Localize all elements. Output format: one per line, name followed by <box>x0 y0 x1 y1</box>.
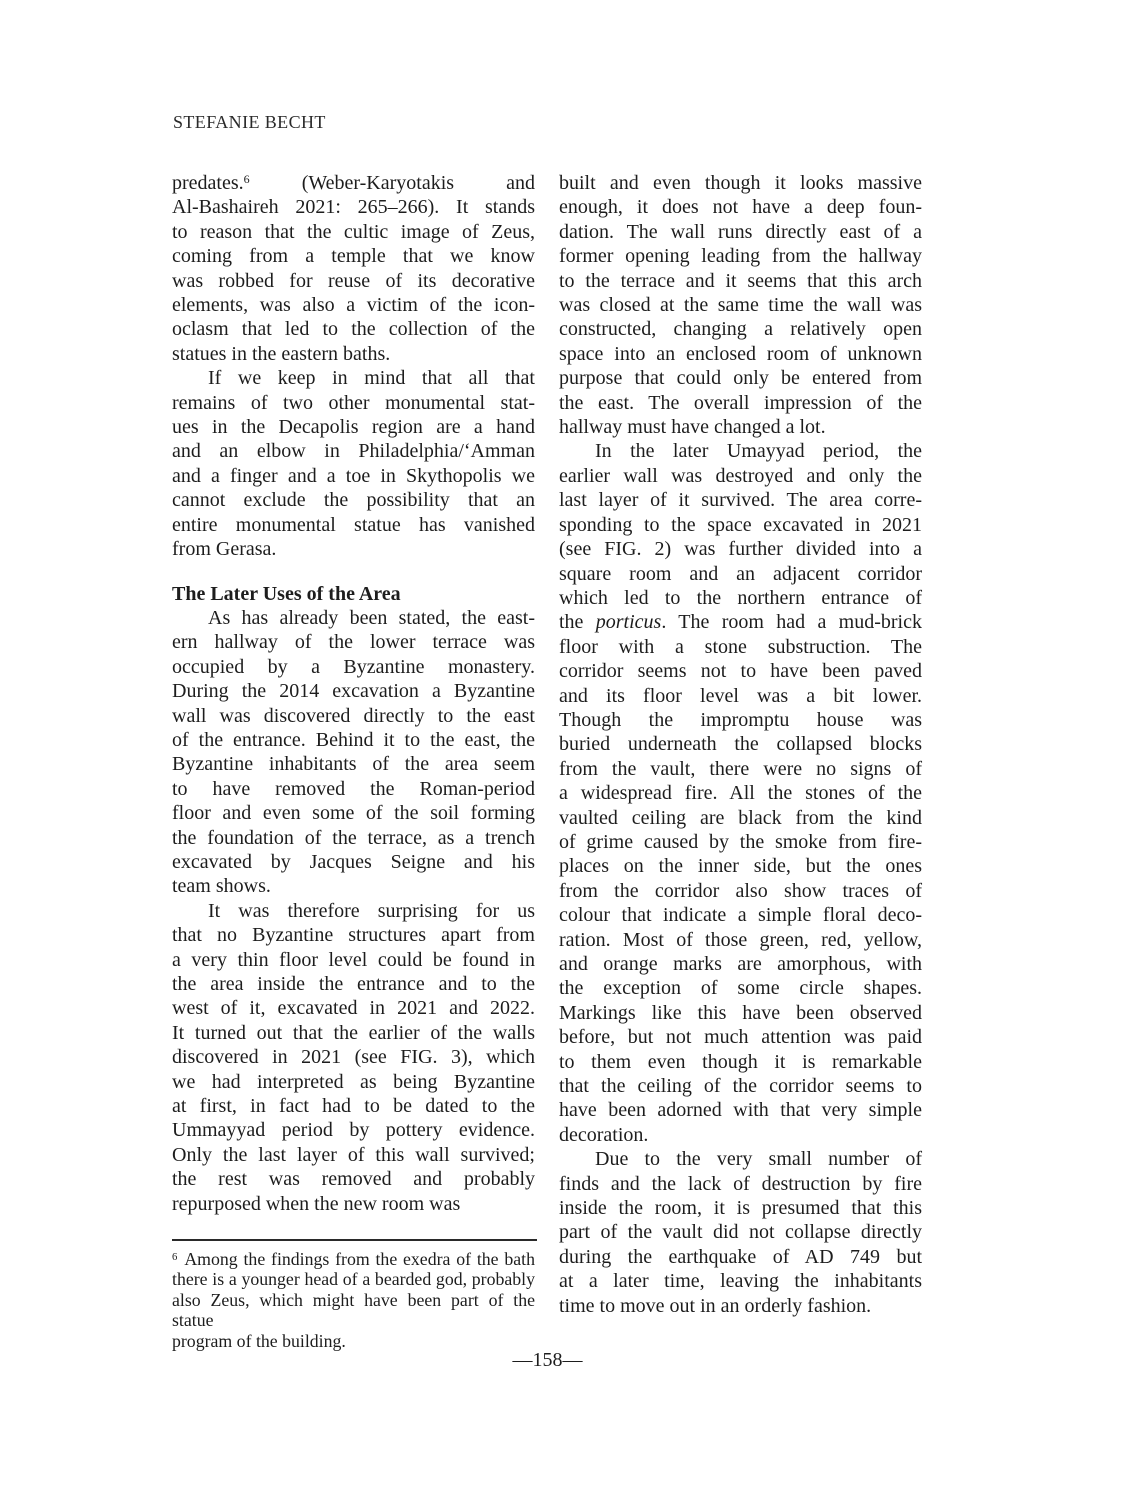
text-line <box>172 1331 535 1351</box>
text-segment: and orange marks are amorphous, with <box>559 953 922 975</box>
text-segment: from Gerasa. <box>172 538 277 561</box>
text-line <box>172 1045 535 1069</box>
text-line <box>559 1245 922 1269</box>
text-line <box>559 415 922 439</box>
text-line <box>559 244 922 268</box>
text-segment: time to move out in an orderly fashion. <box>559 1294 872 1317</box>
text-segment: Due to the very small number of <box>595 1148 922 1171</box>
text-segment: Among the findings from the exedra of the bath <box>184 1249 535 1269</box>
footnote-reference: 6 <box>172 1250 178 1263</box>
text-line <box>559 610 922 634</box>
text-segment: team shows. <box>172 875 271 898</box>
paragraph <box>172 899 535 1216</box>
text-segment: remains of two other monumental stat- <box>172 391 535 414</box>
text-segment: It was therefore surprising for us <box>208 899 535 922</box>
text-segment: entire monumental statue has vanished <box>172 513 535 536</box>
text-line <box>559 464 922 488</box>
text-segment: porticus <box>595 611 662 634</box>
text-line <box>559 1025 922 1049</box>
text-line <box>559 269 922 293</box>
text-segment: excavated by Jacques Seigne and his <box>172 850 535 873</box>
text-line <box>559 488 922 512</box>
text-line <box>172 996 535 1020</box>
text-segment: before, but not much attention was paid <box>559 1026 922 1049</box>
text-segment: discovered in 2021 (see FIG. 3), which <box>172 1046 535 1069</box>
text-segment: and its floor level was a bit lower. <box>559 684 922 707</box>
text-line <box>559 757 922 781</box>
text-segment: Only the last layer of this wall survived; <box>172 1143 535 1166</box>
text-segment: at first, in fact had to be dated to the <box>172 1095 535 1118</box>
text-line <box>172 195 535 219</box>
text-line <box>559 952 922 976</box>
text-segment: of grime caused by the smoke from fire- <box>559 830 922 853</box>
text-line <box>559 903 922 927</box>
text-line <box>559 195 922 219</box>
text-line <box>559 732 922 756</box>
text-segment: enough, it does not have a deep foun- <box>559 196 922 219</box>
text-line <box>172 220 535 244</box>
text-segment: During the 2014 excavation a Byzantine <box>172 680 535 703</box>
text-line <box>172 874 535 898</box>
text-line <box>172 630 535 654</box>
text-line <box>559 586 922 610</box>
text-line <box>559 1098 922 1122</box>
text-line <box>559 1050 922 1074</box>
text-segment: space into an enclosed room of unknown <box>559 342 922 365</box>
text-line <box>172 366 535 390</box>
text-line <box>172 948 535 972</box>
text-segment: was closed at the same time the wall was <box>559 294 922 317</box>
text-segment: was robbed for reuse of its decorative <box>172 269 535 292</box>
paragraph <box>172 606 535 899</box>
text-line <box>559 928 922 952</box>
text-line <box>559 879 922 903</box>
text-line <box>559 1294 922 1318</box>
text-segment: dation. The wall runs directly east of a <box>559 220 922 243</box>
text-segment: Though the impromptu house was <box>559 708 922 731</box>
text-segment: earlier wall was destroyed and only the <box>559 464 922 487</box>
text-line <box>559 854 922 878</box>
text-segment: floor with a stone substruction. The <box>559 635 922 658</box>
text-segment: ern hallway of the lower terrace was <box>172 631 535 654</box>
text-line <box>559 806 922 830</box>
text-segment: built and even though it looks massive <box>559 172 922 194</box>
text-line <box>559 366 922 390</box>
text-line <box>559 317 922 341</box>
text-segment: Ummayyad period by pottery evidence. <box>172 1119 535 1142</box>
text-line <box>172 1021 535 1045</box>
text-line <box>172 777 535 801</box>
text-segment: during the earthquake of AD 749 but <box>559 1245 922 1268</box>
text-segment: and a finger and a toe in Skythopolis we <box>172 464 535 487</box>
text-line <box>172 513 535 537</box>
text-segment: square room and an adjacent corridor <box>559 562 922 585</box>
text-line <box>172 801 535 825</box>
text-line <box>172 1070 535 1094</box>
text-line <box>172 728 535 752</box>
text-line <box>559 830 922 854</box>
text-segment: we had interpreted as being Byzantine <box>172 1070 535 1093</box>
text-line <box>559 684 922 708</box>
text-segment: The Later Uses of the Area <box>172 582 401 605</box>
text-line <box>559 635 922 659</box>
text-segment: from the vault, there were no signs of <box>559 757 922 780</box>
text-line <box>172 972 535 996</box>
text-segment: corridor seems not to have been paved <box>559 660 922 683</box>
text-segment: of the entrance. Behind it to the east, the <box>172 728 535 751</box>
text-line <box>172 1167 535 1191</box>
text-line <box>172 269 535 293</box>
text-line <box>559 1147 922 1171</box>
text-segment: west of it, excavated in 2021 and 2022. <box>172 997 535 1020</box>
text-segment: the exception of some circle shapes. <box>559 977 922 1000</box>
text-segment: ration. Most of those green, red, yellow, <box>559 928 922 951</box>
text-line <box>559 1172 922 1196</box>
text-segment: buried underneath the collapsed blocks <box>559 733 922 756</box>
text-line <box>559 220 922 244</box>
text-line <box>172 293 535 317</box>
text-segment: Byzantine inhabitants of the area seem <box>172 753 535 776</box>
text-segment: finds and the lack of destruction by fire <box>559 1172 922 1195</box>
text-line <box>172 826 535 850</box>
text-line <box>559 1001 922 1025</box>
text-line <box>172 582 535 606</box>
text-line <box>172 1192 535 1216</box>
text-line <box>172 317 535 341</box>
paragraph <box>172 366 535 561</box>
footnote <box>172 1239 535 1351</box>
text-segment: statues in the eastern baths. <box>172 342 391 365</box>
text-line <box>172 1094 535 1118</box>
text-segment: As has already been stated, the east- <box>208 606 535 629</box>
text-segment: Markings like this have been observed <box>559 1001 922 1024</box>
text-line <box>172 1249 535 1269</box>
footnote-text <box>172 1249 535 1351</box>
text-line <box>559 513 922 537</box>
text-segment: program of the building. <box>172 1330 346 1351</box>
text-line <box>172 415 535 439</box>
text-segment: repurposed when the new room was <box>172 1192 461 1215</box>
text-segment: to the terrace and it seems that this arch <box>559 269 922 292</box>
paragraph <box>559 439 922 1147</box>
text-line <box>172 1269 535 1289</box>
text-segment: to them even though it is remarkable <box>559 1050 922 1073</box>
text-segment: purpose that could only be entered from <box>559 367 922 390</box>
text-line <box>172 752 535 776</box>
text-segment: at a later time, leaving the inhabitants <box>559 1270 922 1293</box>
text-segment: In the later Umayyad period, the <box>595 440 922 463</box>
text-segment: (Weber-Karyotakis and <box>249 172 535 194</box>
text-segment: colour that indicate a simple floral deco- <box>559 904 922 927</box>
text-line <box>559 537 922 561</box>
text-segment: sponding to the space excavated in 2021 <box>559 513 922 536</box>
text-segment: places on the inner side, but the ones <box>559 855 922 878</box>
text-segment: there is a younger head of a bearded god, probably <box>172 1269 535 1290</box>
text-segment: occupied by a Byzantine monastery. <box>172 655 535 678</box>
text-line <box>172 391 535 415</box>
text-segment: oclasm that led to the collection of the <box>172 318 535 341</box>
footnote-reference: 6 <box>243 172 250 187</box>
text-line <box>559 171 922 195</box>
paragraph <box>559 1147 922 1318</box>
text-line <box>559 391 922 415</box>
text-segment: a widespread fire. All the stones of the <box>559 782 922 805</box>
text-segment: (see FIG. 2) was further divided into a <box>559 538 922 561</box>
text-line <box>559 1196 922 1220</box>
text-segment: hallway must have changed a lot. <box>559 416 826 439</box>
text-line <box>172 704 535 728</box>
text-segment: the <box>559 611 596 634</box>
text-segment: the area inside the entrance and to the <box>172 973 535 995</box>
text-segment: . The room had a mud-brick <box>661 611 922 634</box>
text-segment: the rest was removed and probably <box>172 1168 535 1191</box>
text-segment: last layer of it survived. The area corre- <box>559 489 922 512</box>
text-line <box>559 976 922 1000</box>
text-line <box>172 488 535 512</box>
text-line <box>559 1220 922 1244</box>
text-line <box>559 781 922 805</box>
text-line <box>172 679 535 703</box>
text-segment: and an elbow in Philadelphia/‘Amman <box>172 440 535 463</box>
text-line <box>172 850 535 874</box>
text-segment: which led to the northern entrance of <box>559 586 922 609</box>
text-line <box>172 899 535 923</box>
text-segment: wall was discovered directly to the east <box>172 704 535 727</box>
text-line <box>172 655 535 679</box>
text-line <box>172 439 535 463</box>
text-column-left <box>172 171 535 1216</box>
text-line <box>559 562 922 586</box>
text-segment: vaulted ceiling are black from the kind <box>559 806 922 829</box>
text-line <box>172 464 535 488</box>
running-header: STEFANIE BECHT <box>173 112 326 132</box>
text-segment: the foundation of the terrace, as a trench <box>172 826 535 849</box>
text-segment: floor and even some of the soil forming <box>172 802 535 825</box>
text-line <box>172 923 535 947</box>
section-heading <box>172 582 535 606</box>
text-line <box>559 342 922 366</box>
text-segment: It turned out that the earlier of the walls <box>172 1021 535 1044</box>
text-segment: that no Byzantine structures apart from <box>172 924 535 947</box>
text-segment: coming from a temple that we know <box>172 245 535 268</box>
text-segment: ues in the Decapolis region are a hand <box>172 416 535 439</box>
text-segment: to reason that the cultic image of Zeus, <box>172 220 535 243</box>
text-segment: that the ceiling of the corridor seems to <box>559 1075 922 1098</box>
text-segment: constructed, changing a relatively open <box>559 318 922 341</box>
text-line <box>172 244 535 268</box>
paragraph <box>559 171 922 439</box>
text-line <box>559 708 922 732</box>
text-segment: to have removed the Roman-period <box>172 777 535 800</box>
text-segment: If we keep in mind that all that <box>208 367 535 390</box>
text-line <box>172 537 535 561</box>
text-line <box>559 1123 922 1147</box>
text-segment: from the corridor also show traces of <box>559 879 922 902</box>
text-line <box>559 439 922 463</box>
text-column-right <box>559 171 922 1318</box>
text-segment: the east. The overall impression of the <box>559 391 922 414</box>
text-segment: Al-Bashaireh 2021: 265–266). It stands <box>172 196 535 219</box>
footnote-separator <box>172 1239 537 1241</box>
paragraph <box>172 171 535 366</box>
text-segment: a very thin floor level could be found in <box>172 948 535 971</box>
text-line <box>172 171 535 195</box>
text-line <box>172 1143 535 1167</box>
text-segment: predates. <box>172 172 244 194</box>
text-line <box>559 1269 922 1293</box>
text-line <box>172 1290 535 1331</box>
text-line <box>172 1118 535 1142</box>
text-segment: inside the room, it is presumed that this <box>559 1197 922 1220</box>
text-segment: former opening leading from the hallway <box>559 245 922 268</box>
text-line <box>559 1074 922 1098</box>
text-line <box>172 606 535 630</box>
text-line <box>559 293 922 317</box>
text-line <box>172 342 535 366</box>
text-segment: part of the vault did not collapse directly <box>559 1221 922 1244</box>
page-number: —158— <box>512 1349 583 1371</box>
text-segment: elements, was also a victim of the icon- <box>172 294 535 317</box>
text-segment: also Zeus, which might have been part of the statue <box>172 1289 535 1331</box>
text-segment: decoration. <box>559 1123 649 1146</box>
paragraph <box>172 1249 535 1351</box>
text-segment: have been adorned with that very simple <box>559 1099 922 1122</box>
text-segment: cannot exclude the possibility that an <box>172 489 535 512</box>
text-line <box>559 659 922 683</box>
